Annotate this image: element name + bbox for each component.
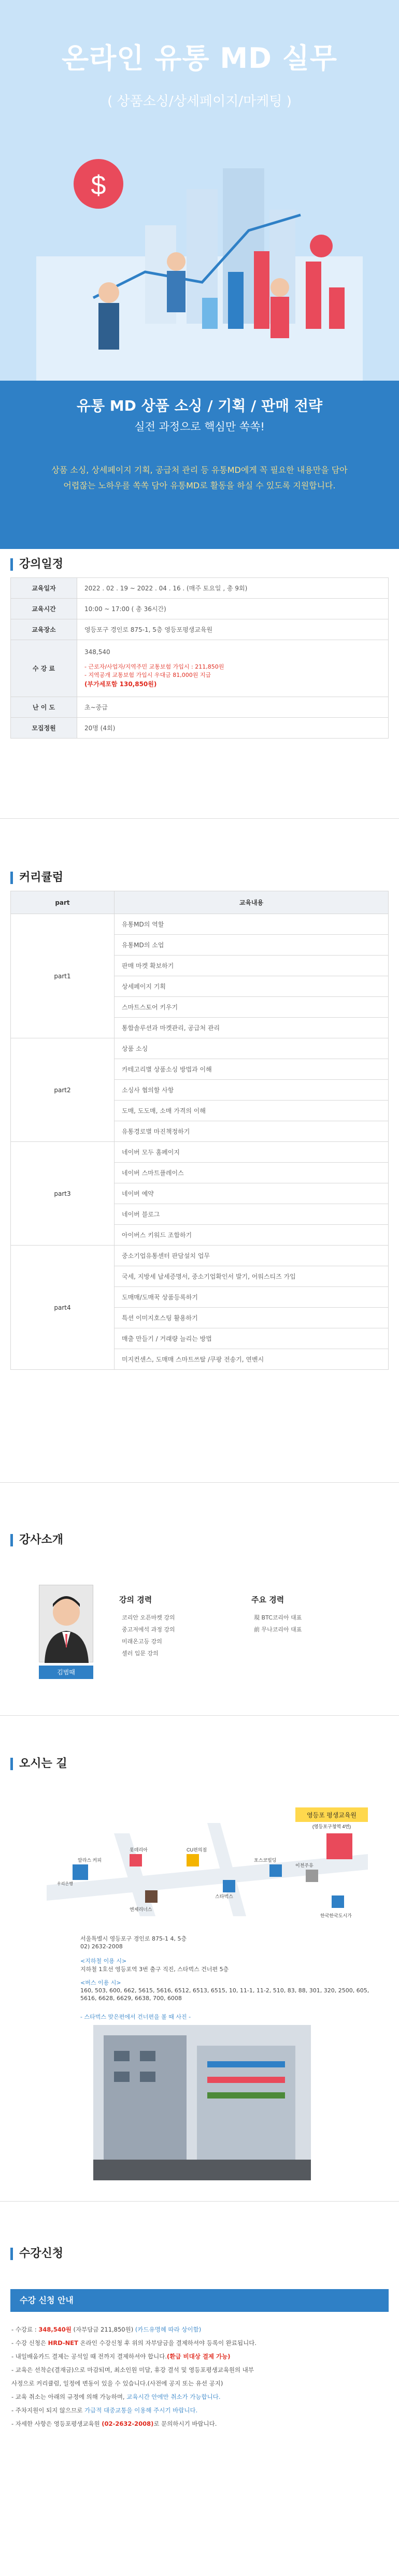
schedule-label: 수 강 료 xyxy=(11,640,77,697)
apply-text: - 내일배움카드 결제는 공석일 때 전까지 결제하셔야 합니다. xyxy=(11,2353,167,2360)
subway-label: <지하철 이용 시> xyxy=(80,1958,127,1964)
curriculum-item: 네이버 예약 xyxy=(115,1183,389,1204)
schedule-label: 교육장소 xyxy=(11,619,77,640)
apply-text: - 자세한 사항은 영등포평생교육원 xyxy=(11,2420,102,2427)
apply-text: 사정으로 커리큘럼, 일정에 변동이 있을 수 있습니다.(사전에 공지 또는 유선 공지) xyxy=(11,2380,223,2387)
instructor-name: 김범때 xyxy=(39,1666,93,1679)
map-label: 엔제리너스 xyxy=(130,1907,152,1912)
apply-line xyxy=(11,2352,390,2361)
fee-cell xyxy=(77,640,389,697)
curriculum-item: 소싱사 협의할 사항 xyxy=(115,1080,389,1101)
lecture-item: 셀러 입문 강의 xyxy=(122,1650,159,1657)
map-label: 스타벅스 xyxy=(215,1894,233,1899)
fee-value: 348,540 xyxy=(84,648,110,656)
curriculum-item: 유통MD의 소업 xyxy=(115,935,389,956)
map-destination-label: 영등포 평생교육원 xyxy=(306,1812,357,1819)
curriculum-item: 상품 소싱 xyxy=(115,1038,389,1059)
schedule-value: 2022 . 02 . 19 ~ 2022 . 04 . 16 . (매주 토요일 , 총 9회) xyxy=(77,578,389,599)
curriculum-item: 상세페이지 기획 xyxy=(115,976,389,997)
map-label: 롯데리아 xyxy=(130,1847,148,1853)
apply-box-title: 수강 신청 안내 xyxy=(10,2289,389,2312)
table-row xyxy=(11,1038,389,1059)
apply-section-title: 수강신청 xyxy=(10,2248,63,2260)
lecture-item: 중고저에석 과정 강의 xyxy=(122,1626,175,1633)
table-row xyxy=(11,619,389,640)
hero-subtitle: ( 상품소싱/상세페이지/마케팅 ) xyxy=(107,94,292,109)
apply-line xyxy=(11,2366,390,2374)
career-title: 주요 경력 xyxy=(251,1595,284,1604)
apply-text: (자부담금 211,850원) xyxy=(71,2326,134,2333)
curriculum-item: 아이버스 키워드 조합하기 xyxy=(115,1225,389,1246)
table-row xyxy=(11,1142,389,1163)
part-label: part2 xyxy=(11,1038,115,1142)
band-subheading: 실전 과정으로 핵심만 쏙쏙! xyxy=(134,421,265,433)
schedule-label: 난 이 도 xyxy=(11,697,77,718)
map-label: 포스코빌딩 xyxy=(254,1858,277,1863)
curriculum-item: 유통경로별 마진책정하기 xyxy=(115,1121,389,1142)
svg-text:$: $ xyxy=(91,170,106,200)
table-row xyxy=(11,578,389,599)
apply-text: (환급 비대상 결제 가능) xyxy=(167,2353,231,2360)
header-part: part xyxy=(11,891,115,914)
building-photo xyxy=(93,2025,311,2180)
apply-text: - 수강 신청은 xyxy=(11,2339,48,2347)
schedule-table xyxy=(10,577,389,739)
apply-text: - 수강료 : xyxy=(11,2326,39,2333)
curriculum-table xyxy=(10,891,389,1370)
career-item: 現 BTC코리아 대표 xyxy=(254,1614,302,1621)
apply-note: 교육시간 안에만 취소가 가능합니다. xyxy=(126,2393,221,2400)
map-label: CU편의점 xyxy=(187,1847,207,1853)
table-row xyxy=(11,718,389,739)
divider xyxy=(0,1715,399,1716)
street-photo xyxy=(93,2025,311,2180)
apply-line xyxy=(11,2406,390,2414)
curriculum-item: 유통MD의 역할 xyxy=(115,914,389,935)
apply-highlight: HRD-NET xyxy=(48,2339,79,2347)
career-item: 前 무나코리아 대표 xyxy=(254,1626,302,1633)
apply-note: 가급적 대중교통을 이용해 주시기 바랍니다. xyxy=(84,2407,198,2414)
band-description-line2: 어렵잖는 노하우를 쏙쏙 담아 유통MD로 활동을 하실 수 있도록 지원합니다. xyxy=(63,481,336,490)
schedule-label: 모집정원 xyxy=(11,718,77,739)
photo-note: - 스타벅스 맞은편에서 건너편을 볼 때 사진 - xyxy=(80,2014,191,2020)
address: 서울특별시 영등포구 경인로 875-1 4, 5층 xyxy=(80,1935,187,1942)
instructor-section-title: 강사소개 xyxy=(10,1534,63,1546)
apply-line xyxy=(11,2325,390,2334)
table-row xyxy=(11,697,389,718)
curriculum-item: 도매매/도매꾹 상품등록하기 xyxy=(115,1287,389,1308)
bus-info: 160, 503, 600, 662, 5615, 5616, 6512, 6513, 6515, 10, 11-1, 11-2, 510, 83, 88, 301, 320, 2500, 605, 5616, 6628, 6629, 6638, 700, 6008 xyxy=(80,1987,369,2002)
band-description-line1: 상품 소싱, 상세페이지 기획, 공급처 관리 등 유통MD에게 꼭 필요한 내용만을 담아 xyxy=(51,465,348,475)
person-icon xyxy=(39,1585,94,1663)
lecture-item: 미래온고등 강의 xyxy=(122,1638,162,1645)
apply-text: 로 문의하시기 바랍니다. xyxy=(153,2420,217,2427)
map xyxy=(36,1802,378,1927)
curriculum-item: 네이버 스마트플레이스 xyxy=(115,1163,389,1183)
curriculum-item: 국세, 지방세 납세증명서, 중소기업확인서 발기, 어워스티즈 가입 xyxy=(115,1266,389,1287)
apply-text: - 교육은 선착순(결재금)으로 마감되며, 최소인원 미달, 휴강 결석 및 영등포평생교육원의 내부 xyxy=(11,2366,254,2374)
lecture-item: 코리안 오픈마켓 강의 xyxy=(122,1614,175,1621)
divider xyxy=(0,818,399,819)
map-illustration xyxy=(36,1802,378,1927)
map-label: 알라스 커피 xyxy=(78,1858,102,1863)
schedule-value: 20명 (4회) xyxy=(77,718,389,739)
divider xyxy=(0,1482,399,1483)
schedule-value: 초~중급 xyxy=(77,697,389,718)
apply-line xyxy=(11,2379,390,2387)
schedule-section-title: 강의일정 xyxy=(10,558,63,571)
directions-section-title: 오시는 길 xyxy=(10,1758,67,1770)
schedule-label: 교육일자 xyxy=(11,578,77,599)
fee-note-3: (부가세포함 130,850원) xyxy=(84,681,157,688)
lecture-title: 강의 경력 xyxy=(119,1595,152,1604)
schedule-label: 교육시간 xyxy=(11,599,77,619)
apply-highlight: 348,540원 xyxy=(38,2326,72,2333)
apply-highlight: (02-2632-2008) xyxy=(102,2420,154,2427)
apply-line xyxy=(11,2420,390,2428)
fee-note-1: - 근로자/사업자/지역주민 교통보험 가입시 : 211,850원 xyxy=(84,663,224,670)
apply-text: 온라인 수강신청 후 위의 자부담금을 결제하셔야 등록이 완료됩니다. xyxy=(78,2339,256,2347)
curriculum-section-title: 커리큘럼 xyxy=(10,872,63,884)
part-label: part4 xyxy=(11,1246,115,1370)
apply-text: - 교육 취소는 아래의 규정에 의해 가능하며, xyxy=(11,2393,127,2400)
table-row xyxy=(11,1246,389,1266)
apply-line xyxy=(11,2339,390,2347)
curriculum-item: 통합솔루션과 마켓관리, 공급처 관리 xyxy=(115,1018,389,1038)
phone: 02) 2632-2008 xyxy=(80,1943,123,1950)
subway-info: 지하철 1호선 영등포역 3번 출구 직진, 스타벅스 건너편 5층 xyxy=(80,1966,229,1973)
curriculum-item: 판매 마켓 확보하기 xyxy=(115,956,389,976)
apply-note: (카드유명혜 따라 상이함) xyxy=(133,2326,202,2333)
part-label: part1 xyxy=(11,914,115,1038)
apply-text: - 주차지원이 되지 않으므로 xyxy=(11,2407,84,2414)
curriculum-item: 미지컨센스, 도매매 스마트쓰탈 /쿠팡 전송기, 연벤시 xyxy=(115,1349,389,1370)
curriculum-item: 스마트스토어 키우기 xyxy=(115,997,389,1018)
map-destination-sub: (영등포구청역 4번) xyxy=(312,1824,351,1829)
schedule-value: 10:00 ~ 17:00 ( 총 36시간) xyxy=(77,599,389,619)
curriculum-item: 네이버 블로그 xyxy=(115,1204,389,1225)
map-label: 우리은행 xyxy=(57,1882,73,1886)
curriculum-item: 특션 이미지호스팅 활용하기 xyxy=(115,1308,389,1328)
bus-label: <버스 이용 시> xyxy=(80,1979,121,1986)
hero-illustration xyxy=(31,127,368,386)
instructor-card xyxy=(39,1585,360,1699)
curriculum-item: 카테고리별 상품소싱 방법과 이해 xyxy=(115,1059,389,1080)
part-label: part3 xyxy=(11,1142,115,1246)
band-heading: 유통 MD 상품 소싱 / 기획 / 판매 전략 xyxy=(76,397,323,414)
table-row xyxy=(11,599,389,619)
schedule-value: 영등포구 경인로 875-1, 5층 영등포평생교육원 xyxy=(77,619,389,640)
curriculum-item: 도매, 도도매, 소매 가격의 이해 xyxy=(115,1101,389,1121)
table-row xyxy=(11,914,389,935)
curriculum-item: 중소기업유통센터 판담설치 업무 xyxy=(115,1246,389,1266)
hero-title: 온라인 유통 MD 실무 xyxy=(61,42,338,75)
table-row xyxy=(11,640,389,697)
fee-note-2: - 지역공개 교통보험 가입시 우대금 81,000원 지급 xyxy=(84,672,211,678)
map-label: 한국한국도시가 xyxy=(320,1913,352,1918)
table-header-row xyxy=(11,891,389,914)
hero-banner xyxy=(0,0,399,549)
divider xyxy=(0,2201,399,2202)
curriculum-item: 매출 만들기 / 거래량 늘리는 방법 xyxy=(115,1328,389,1349)
instructor-photo xyxy=(39,1585,93,1662)
map-label: 이천주유 xyxy=(295,1863,314,1868)
header-content: 교육내용 xyxy=(115,891,389,914)
apply-line xyxy=(11,2393,390,2401)
curriculum-item: 네이버 모두 홈페이지 xyxy=(115,1142,389,1163)
